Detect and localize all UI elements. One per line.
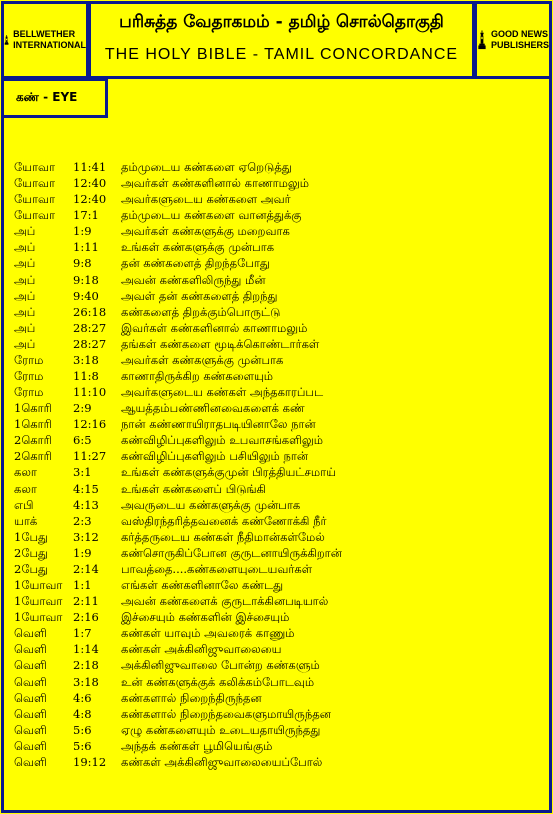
- concordance-row: [14, 449, 342, 465]
- tower-icon: [477, 18, 487, 62]
- verse-book: ரோம: [14, 369, 44, 384]
- verse-text: கண்விழிப்புகளிலும் உபவாசங்களிலும்: [121, 433, 323, 448]
- concordance-row: [14, 321, 342, 337]
- verse-text: கண்களைத் திறக்கும்பொருட்டு: [121, 304, 281, 319]
- verse-reference: 11:10: [73, 385, 107, 400]
- concordance-row: [14, 691, 342, 707]
- verse-reference: 3:12: [73, 529, 99, 544]
- verse-text: உங்கள் கண்களுக்குமுன் பிரத்தியட்சமாய்: [121, 465, 337, 480]
- verse-text: கண்கள் அக்கினிஜுவாலையை: [121, 642, 282, 657]
- verse-book: அப்: [14, 224, 36, 239]
- concordance-row: [14, 337, 342, 353]
- verse-book: வெளி: [14, 754, 47, 769]
- verse-reference: 26:18: [73, 304, 107, 319]
- verse-reference: 12:40: [73, 192, 107, 207]
- publisher-logo-left: [1, 1, 89, 79]
- verse-reference: 2:9: [73, 401, 92, 416]
- concordance-row: [14, 739, 342, 755]
- verse-book: 1யோவா: [14, 610, 63, 625]
- verse-book: 2பேது: [14, 561, 49, 576]
- verse-text: நான் கண்ணாயிராதபடியினாலே நான்: [121, 417, 316, 432]
- verse-reference: 1:11: [73, 240, 99, 255]
- concordance-row: [14, 385, 342, 401]
- verse-book: அப்: [14, 272, 36, 287]
- concordance-row: [14, 594, 342, 610]
- concordance-row: [14, 482, 342, 498]
- verse-book: 1பேது: [14, 529, 49, 544]
- concordance-row: [14, 610, 342, 626]
- verse-text: அவள் தன் கண்களைத் திறந்து: [121, 288, 278, 303]
- verse-book: வெளி: [14, 626, 47, 641]
- verse-text: பாவத்தை....கண்களையுடையவர்கள்: [121, 561, 313, 576]
- verse-text: வஸ்திரந்தரித்தவனைக் கண்ணோக்கி நீர்: [121, 513, 327, 528]
- concordance-row: [14, 401, 342, 417]
- verse-reference: 3:1: [73, 465, 92, 480]
- concordance-row: [14, 289, 342, 305]
- verse-book: ரோம: [14, 385, 44, 400]
- verse-book: 1கொரி: [14, 401, 52, 416]
- verse-book: வெளி: [14, 706, 47, 721]
- left-logo-line1: BELLWETHER: [13, 29, 76, 39]
- verse-reference: 28:27: [73, 320, 107, 335]
- verse-book: அப்: [14, 304, 36, 319]
- concordance-row: [14, 707, 342, 723]
- concordance-row: [14, 176, 342, 192]
- right-logo-line1: GOOD NEWS: [490, 29, 548, 39]
- concordance-row: [14, 530, 342, 546]
- bell-tower-icon: [4, 18, 9, 62]
- verse-reference: 11:8: [73, 369, 99, 384]
- verse-text: அந்தக் கண்கள் பூமியெங்கும்: [121, 738, 273, 753]
- verse-book: யோவா: [14, 208, 56, 223]
- verse-reference: 19:12: [73, 754, 107, 769]
- concordance-row: [14, 208, 342, 224]
- verse-reference: 12:40: [73, 176, 107, 191]
- verse-text: கர்த்தருடைய கண்கள் நீதிமான்கள்மேல்: [121, 529, 325, 544]
- verse-reference: 2:3: [73, 513, 92, 528]
- concordance-row: [14, 353, 342, 369]
- concordance-row: [14, 755, 342, 771]
- verse-book: யோவா: [14, 192, 56, 207]
- verse-text: தன் கண்களைத் திறந்தபோது: [121, 256, 270, 271]
- verse-text: உன் கண்களுக்குக் கலிக்கம்போடவும்: [121, 674, 315, 689]
- verse-reference: 1:7: [73, 626, 92, 641]
- verse-book: வெளி: [14, 658, 47, 673]
- verse-book: வெளி: [14, 722, 47, 737]
- verse-reference: 1:9: [73, 224, 92, 239]
- concordance-row: [14, 256, 342, 272]
- concordance-row: [14, 562, 342, 578]
- concordance-row: [14, 546, 342, 562]
- concordance-row: [14, 273, 342, 289]
- verse-book: கலா: [14, 465, 37, 480]
- verse-book: யாக்: [14, 513, 38, 528]
- verse-book: 1யோவா: [14, 578, 63, 593]
- concordance-row: [14, 675, 342, 691]
- verse-reference: 5:6: [73, 722, 92, 737]
- verse-text: கண்கள் யாவும் அவரைக் காணும்: [121, 626, 295, 641]
- verse-reference: 11:27: [73, 449, 107, 464]
- concordance-row: [14, 305, 342, 321]
- verse-text: உங்கள் கண்களுக்கு முன்பாக: [121, 240, 275, 255]
- verse-book: அப்: [14, 288, 36, 303]
- verse-reference: 2:11: [73, 594, 99, 609]
- verse-book: 2பேது: [14, 545, 49, 560]
- concordance-row: [14, 369, 342, 385]
- verse-text: கண்களால் நிறைந்தவைகளுமாயிருந்தன: [121, 706, 331, 721]
- verse-text: கண்விழிப்புகளிலும் பசியிலும் நான்: [121, 449, 308, 464]
- concordance-row: [14, 224, 342, 240]
- verse-book: அப்: [14, 336, 36, 351]
- verse-reference: 4:8: [73, 706, 92, 721]
- verse-text: கண்களால் நிறைந்திருந்தன: [121, 690, 262, 705]
- verse-book: வெளி: [14, 674, 47, 689]
- concordance-row: [14, 465, 342, 481]
- verse-book: அப்: [14, 320, 36, 335]
- verse-reference: 2:14: [73, 561, 99, 576]
- verse-reference: 28:27: [73, 336, 107, 351]
- title-english: THE HOLY BIBLE - TAMIL CONCORDANCE: [104, 46, 459, 63]
- verse-reference: 11:41: [73, 160, 107, 174]
- verse-book: 2கொரி: [14, 449, 52, 464]
- verse-text: தம்முடைய கண்களை ஏறெடுத்து: [121, 160, 292, 174]
- verse-text: இவர்கள் கண்களினால் காணாமலும்: [121, 320, 308, 335]
- concordance-row: [14, 514, 342, 530]
- concordance-row: [14, 433, 342, 449]
- publisher-logo-right: [474, 1, 552, 79]
- concordance-row: [14, 160, 342, 176]
- verse-text: அவர்கள் கண்களுக்கு மறைவாக: [121, 224, 290, 239]
- right-logo-line2: PUBLISHERS: [490, 40, 549, 50]
- verse-reference: 2:18: [73, 658, 99, 673]
- verse-reference: 3:18: [73, 674, 99, 689]
- verse-text: அவர்களுடைய கண்களை அவர்: [121, 192, 291, 207]
- verse-book: 1யோவா: [14, 594, 63, 609]
- verse-text: தங்கள் கண்களை மூடிக்கொண்டார்கள்: [121, 336, 320, 351]
- verse-reference: 2:16: [73, 610, 99, 625]
- concordance-row: [14, 723, 342, 739]
- verse-reference: 1:9: [73, 545, 92, 560]
- concordance-row: [14, 642, 342, 658]
- concordance-row: [14, 240, 342, 256]
- left-logo-line2: INTERNATIONAL: [13, 40, 86, 50]
- concordance-row: [14, 417, 342, 433]
- verse-book: வெளி: [14, 642, 47, 657]
- concordance-list: [14, 160, 342, 771]
- verse-reference: 6:5: [73, 433, 92, 448]
- verse-text: அவர்கள் கண்களினால் காணாமலும்: [121, 176, 309, 191]
- title-banner: [88, 1, 475, 79]
- verse-book: 2கொரி: [14, 433, 52, 448]
- verse-text: உங்கள் கண்களைப் பிடுங்கி: [121, 481, 266, 496]
- concordance-row: [14, 578, 342, 594]
- verse-reference: 9:8: [73, 256, 92, 271]
- verse-text: கண்சொருகிப்போன குருடனாயிருக்கிறான்: [121, 545, 342, 560]
- verse-text: அக்கினிஜுவாலை போன்ற கண்களும்: [121, 658, 320, 673]
- verse-book: 1கொரி: [14, 417, 52, 432]
- verse-book: அப்: [14, 256, 36, 271]
- verse-book: யோவா: [14, 176, 56, 191]
- verse-text: அவன் கண்களைக் குருடாக்கினபடியால்: [121, 594, 329, 609]
- verse-reference: 1:1: [73, 578, 92, 593]
- concordance-row: [14, 498, 342, 514]
- verse-text: காணாதிருக்கிற கண்களையும்: [121, 369, 274, 384]
- verse-text: இச்சையும் கண்களின் இச்சையும்: [121, 610, 290, 625]
- verse-reference: 5:6: [73, 738, 92, 753]
- verse-text: அவன் கண்களிலிருந்து மீன்: [121, 272, 266, 287]
- verse-reference: 1:14: [73, 642, 99, 657]
- verse-book: வெளி: [14, 690, 47, 705]
- verse-book: வெளி: [14, 738, 47, 753]
- verse-book: ரோம: [14, 352, 44, 367]
- title-tamil: பரிசுத்த வேதாகமம் - தமிழ் சொல்தொகுதி: [119, 12, 444, 32]
- verse-text: அவருடைய கண்களுக்கு முன்பாக: [121, 497, 301, 512]
- verse-reference: 3:18: [73, 352, 99, 367]
- word-heading-box: [1, 78, 108, 118]
- verse-reference: 4:15: [73, 481, 99, 496]
- word-heading: கண் - EYE: [16, 90, 78, 104]
- verse-reference: 4:6: [73, 690, 92, 705]
- verse-text: அவர்கள் கண்களுக்கு முன்பாக: [121, 352, 284, 367]
- verse-book: எபி: [14, 497, 34, 512]
- verse-book: கலா: [14, 481, 37, 496]
- verse-text: ஏழு கண்களையும் உடையதாயிருந்தது: [121, 722, 321, 737]
- verse-book: யோவா: [14, 160, 56, 174]
- verse-text: ஆயத்தம்பண்ணினவைகளைக் கண்: [121, 401, 305, 416]
- verse-text: அவர்களுடைய கண்கள் அந்தகாரப்பட: [121, 385, 324, 400]
- verse-reference: 9:18: [73, 272, 99, 287]
- verse-text: எங்கள் கண்களினாலே கண்டது: [121, 578, 284, 593]
- verse-text: கண்கள் அக்கினிஜுவாலையைப்போல்: [121, 754, 323, 769]
- concordance-row: [14, 192, 342, 208]
- verse-book: அப்: [14, 240, 36, 255]
- concordance-row: [14, 626, 342, 642]
- concordance-row: [14, 658, 342, 674]
- verse-reference: 4:13: [73, 497, 99, 512]
- verse-reference: 17:1: [73, 208, 99, 223]
- verse-reference: 12:16: [73, 417, 107, 432]
- verse-text: தம்முடைய கண்களை வானத்துக்கு: [121, 208, 302, 223]
- verse-reference: 9:40: [73, 288, 99, 303]
